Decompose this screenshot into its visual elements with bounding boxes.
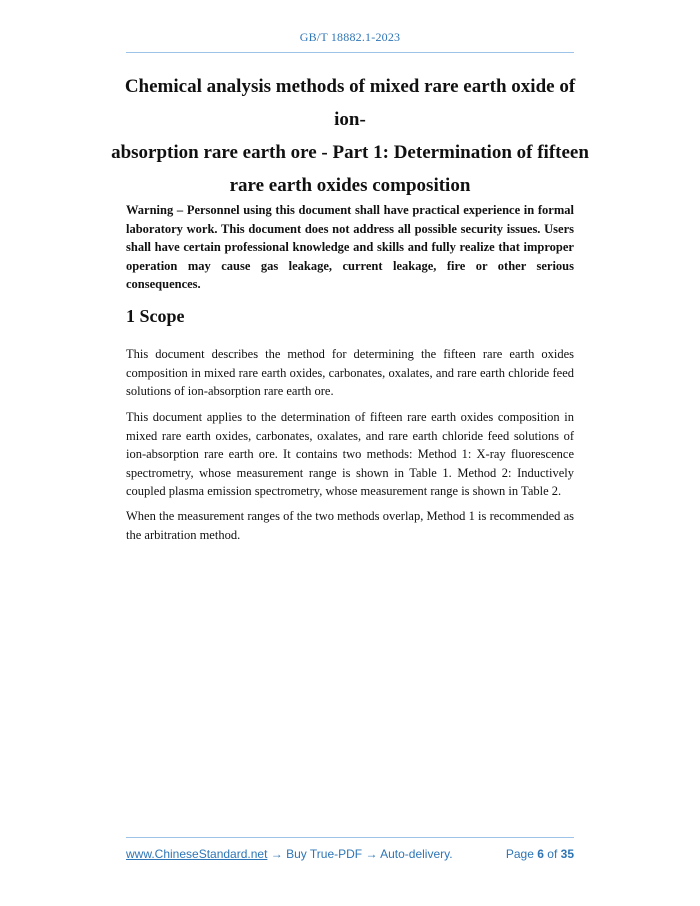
document-title xyxy=(110,70,590,202)
title-line: Chemical analysis methods of mixed rare earth oxide of ion- xyxy=(124,76,576,130)
footer-tagline: → Buy True-PDF → Auto-delivery. xyxy=(267,847,453,861)
of-label: of xyxy=(547,847,558,861)
footer-left xyxy=(126,847,453,861)
title-line: absorption rare earth ore - Part 1: Determination of fifteen xyxy=(111,142,589,163)
scope-paragraph: When the measurement ranges of the two methods overlap, Method 1 is recommended as the arbitration method. xyxy=(126,509,574,542)
current-page-number: 6 xyxy=(537,847,544,861)
title-line: rare earth oxides composition xyxy=(229,175,471,196)
scope-paragraph: This document applies to the determination of fifteen rare earth oxides composition in mixed rare earth oxides, carbonates, oxalates, and rare earth chloride feed solutions of ion-absorption rare earth ore. It contains two methods: Method 1: X-ray fluorescence spectrometry, whose measurement range is shown in Table 1. Method 2: Inductively coupled plasma emission spectrometry, whose measurement range is shown in Table 2. xyxy=(126,410,574,498)
total-pages-number: 35 xyxy=(560,847,574,861)
footer-divider xyxy=(126,837,574,838)
standard-code-header: GB/T 18882.1-2023 xyxy=(299,30,401,44)
warning-paragraph: Warning – Personnel using this document shall have practical experience in formal laboratory work. This document does not address all possible security issues. Users shall have certain professional knowledge and skills and fully realize that improper operation may cause gas leakage, current leakage, fire or other serious consequences. xyxy=(126,203,574,291)
section-heading-scope: 1 Scope xyxy=(126,306,185,326)
page-indicator xyxy=(506,847,574,861)
chinesestandard-link[interactable]: www.ChineseStandard.net xyxy=(126,847,268,861)
page-label: Page xyxy=(505,847,534,861)
header-divider xyxy=(126,52,574,53)
scope-paragraph: This document describes the method for determining the fifteen rare earth oxides composition in mixed rare earth oxides, carbonates, oxalates, and rare earth chloride feed solutions of ion-absorption rare earth ore. xyxy=(126,347,574,398)
